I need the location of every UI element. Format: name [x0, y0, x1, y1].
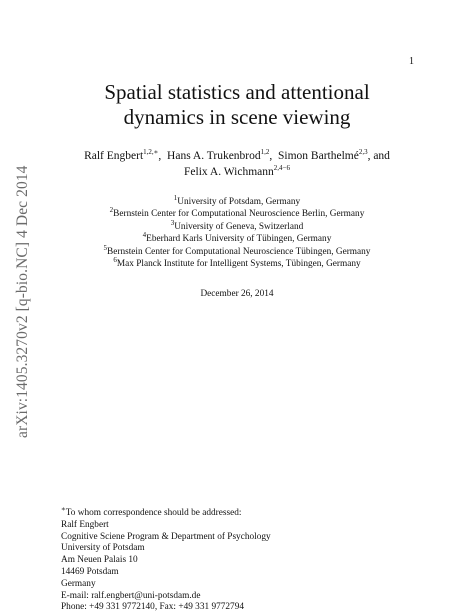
- affiliation-text: Bernstein Center for Computational Neuroscience Berlin, Germany: [113, 209, 365, 220]
- page-number: 1: [409, 56, 414, 67]
- affiliation-item: [0, 208, 474, 220]
- author-name: Simon Barthelmé: [278, 150, 359, 162]
- author-separator: ,: [158, 150, 165, 162]
- footnote-intro: [61, 504, 271, 520]
- author-separator: ,: [269, 150, 276, 162]
- affiliation-number: 1: [173, 193, 178, 202]
- author-affiliation-marks: 2,3: [358, 148, 368, 157]
- affiliation-text: University of Potsdam, Germany: [177, 197, 301, 207]
- footnote-email: E-mail: ralf.engbert@uni-potsdam.de: [61, 590, 201, 601]
- author-line-1: [0, 148, 474, 164]
- title-line-1: Spatial statistics and attentional: [104, 80, 370, 104]
- footnote-intro-text: To whom correspondence should be addressed:: [65, 508, 242, 518]
- author-affiliation-marks: 1,2,∗: [143, 148, 159, 157]
- footnote-phone: Phone: +49 331 9772140, Fax: +49 331 9772794: [61, 602, 244, 613]
- footnote-marker: ∗: [61, 504, 66, 513]
- footnote-line: Ralf Engbert: [61, 519, 109, 530]
- author-name: Ralf Engbert: [84, 150, 144, 162]
- affiliation-item: [0, 243, 474, 258]
- paper-date: December 26, 2014: [200, 289, 274, 299]
- footnote-line: Cognitive Sciene Program & Department of Psychology: [61, 531, 271, 542]
- affiliation-list: [0, 193, 474, 270]
- affiliation-text: University of Geneva, Switzerland: [174, 221, 304, 232]
- footnote-line: University of Potsdam: [61, 543, 145, 554]
- author-list: [0, 148, 474, 180]
- affiliation-text: Max Planck Institute for Intelligent Systems, Tübingen, Germany: [116, 259, 361, 270]
- affiliation-number: 5: [103, 243, 108, 252]
- affiliation-number: 3: [170, 218, 175, 227]
- affiliation-item: [0, 255, 474, 270]
- affiliation-item: [0, 233, 474, 245]
- author-name: Hans A. Trukenbrod: [167, 150, 261, 162]
- author-line-2: [0, 164, 474, 180]
- author-separator: , and: [367, 150, 390, 162]
- footnote-line: 14469 Potsdam: [61, 566, 119, 577]
- affiliation-number: 4: [142, 231, 147, 240]
- author-name: Felix A. Wichmann: [184, 166, 274, 178]
- author-affiliation-marks: 2,4−6: [273, 164, 290, 173]
- title-line-2: dynamics in scene viewing: [123, 105, 351, 129]
- paper-title: [0, 80, 474, 130]
- affiliation-item: [0, 218, 474, 233]
- affiliation-number: 2: [109, 206, 114, 215]
- affiliation-text: Eberhard Karls University of Tübingen, Germany: [146, 234, 332, 245]
- affiliation-item: [0, 193, 474, 208]
- arxiv-identifier-stamp: arXiv:1405.3270v2 [q-bio.NC] 4 Dec 2014: [14, 165, 31, 438]
- footnote-line: Am Neuen Palais 10: [61, 555, 138, 566]
- footnote-line: Germany: [61, 578, 96, 589]
- affiliation-text: Bernstein Center for Computational Neuroscience Tübingen, Germany: [107, 246, 371, 257]
- affiliation-number: 6: [113, 255, 117, 264]
- correspondence-footnote: [61, 504, 271, 614]
- author-affiliation-marks: 1,2: [260, 148, 270, 157]
